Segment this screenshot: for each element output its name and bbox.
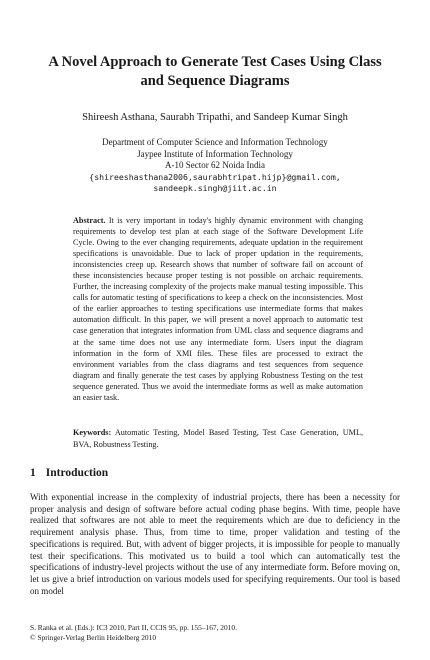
affiliation-address: A-10 Sector 62 Noida India — [165, 160, 265, 170]
section-title: Introduction — [45, 467, 109, 479]
affiliation-block — [40, 137, 390, 195]
keywords-text: Automatic Testing, Model Based Testing, Test Case Generation, UML, BVA, Robustness Testing. — [73, 428, 363, 449]
section-heading — [30, 466, 108, 480]
keywords-label: Keywords: — [73, 428, 112, 437]
author-emails-line1: {shireeshasthana2006,saurabhtripat.hijp}@gmail.com, — [89, 171, 341, 182]
page-footer — [30, 623, 400, 642]
paper-authors: Shireesh Asthana, Saurabh Tripathi, and Sandeep Kumar Singh — [82, 112, 348, 123]
section-number: 1 — [30, 467, 36, 479]
paper-title: A Novel Approach to Generate Test Cases Using Class and Sequence Diagrams — [48, 54, 382, 89]
introduction-paragraph: With exponential increase in the complexity of industrial projects, there has been a necessity for proper analysis and design of software before actual coding phase begins. With time, people have realized that softwares are not able to meet the requirements which are due to deficiency in the requirement analysis phase. Thus, from time to time, proper validation and testing of the specifications is required. But, with advent of bigger projects, it is impossible for people to manually test their specifications. This motivated us to build a tool which can automatically test the specifications of industry-level projects without the use of any intermediate form. Before moving on, let us give a brief introduction on various models used for specifying requirements. Our tool is based on model — [30, 492, 400, 596]
keywords — [73, 427, 363, 450]
abstract-text: It is very important in today's highly dynamic environment with changing requirements to develop test plan at each stage of the Software Development Life Cycle. Owing to the ever changing requirements, adequate updation in the requirement specifications is unavoidable. Due to lack of proper updation in the requirements, inconsistencies creep up. Research shows that number of software fail on account of these inconsistencies because proper testing is not possible on archaic requirements. Further, the increasing complexity of the projects make manual testing impossible. This calls for automatic testing of specifications to keep a check on the inconsistencies. Most of the earlier approaches to testing specifications use intermediate forms that makes automation difficult. In this paper, we will present a novel approach to automatic test case generation that integrates information from UML class and sequence diagrams and at the same time does not use any intermediate form. Users input the diagram information in the form of XMI files. These files are processed to extract the environment variables from the class diagrams and test sequences from sequence diagram and finally generate the test cases by applying Robustness Testing on the test sequence generated. Thus we avoid the intermediate forms as well as make automation an easier task. — [73, 216, 363, 402]
abstract — [73, 215, 363, 403]
affiliation-institute: Jaypee Institute of Information Technology — [137, 148, 293, 159]
author-emails-line2: sandeepk.singh@jiit.ac.in — [153, 183, 277, 193]
citation-line: S. Ranka et al. (Eds.): IC3 2010, Part II, CCIS 95, pp. 155–167, 2010. — [30, 623, 237, 632]
abstract-label: Abstract. — [73, 216, 106, 225]
affiliation-department: Department of Computer Science and Information Technology — [102, 137, 328, 147]
copyright-line: © Springer-Verlag Berlin Heidelberg 2010 — [30, 632, 157, 642]
